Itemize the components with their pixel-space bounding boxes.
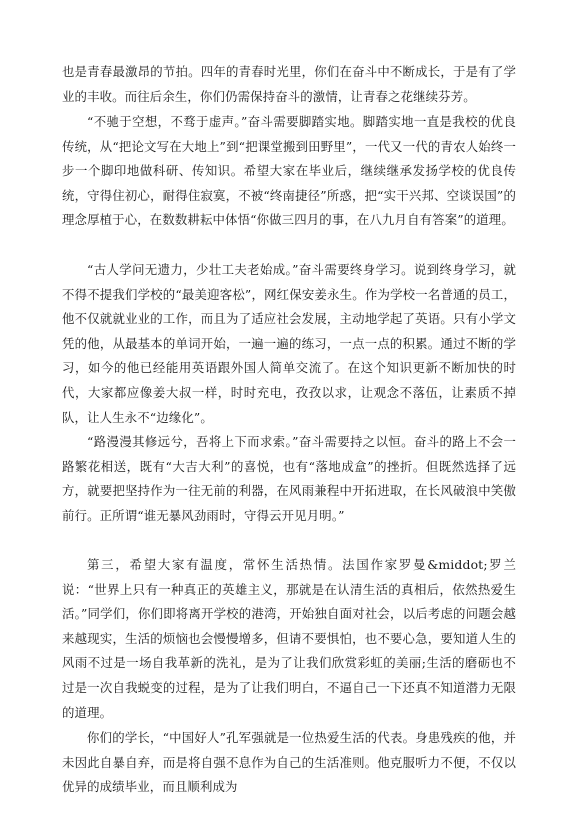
- paragraph-4: “路漫漫其修远兮，吾将上下而求索。”奋斗需要持之以恒。奋斗的路上不会一路繁花相送，既有“大吉大利”的喜悦，也有“落地成盒”的挫折。但既然选择了远方，就要把坚持作为一往无前的利器，在风雨兼程中开拓进取，在长风破浪中笑傲前行。正所谓“谁无暴风劲雨时，守得云开见月明。”: [62, 434, 516, 523]
- paragraph-3: “古人学问无遗力，少壮工夫老始成。”奋斗需要终身学习。说到终身学习，就不得不提我们学校的“最美迎客松”，网红保安姜永生。作为学校一名普通的员工，他不仅就就业业的工作，而且为了适应社会发展，主动地学起了英语。只有小学文凭的他，从最基本的单词开始，一遍一遍的练习，一点一点的积累。通过不断的学习，如今的他已经能用英语跟外国人简单交流了。在这个知识更新不断加快的时代，大家都应像姜大叔一样，时时充电，孜孜以求，让观念不落伍，让素质不掉队，让人生永不“边缘化”。: [62, 262, 516, 425]
- paragraph-2: “不驰于空想，不骛于虚声。”奋斗需要脚踏实地。脚踏实地一直是我校的优良传统，从“把论文写在大地上”到“把课堂搬到田野里”，一代又一代的青农人始终一步一个脚印地做科研、传知识。希望大家在毕业后，继续继承发扬学校的优良传统，守得住初心，耐得住寂寞，不被“终南捷径”所惑，把“实干兴邦、空谈误国”的理念厚植于心，在数数耕耘中体悟“你做三四月的事，在八九月自有答案”的道理。: [62, 114, 516, 228]
- paragraph-6: 你们的学长，“中国好人”孔军强就是一位热爱生活的代表。身患残疾的他，并未因此自暴自弃，而是将自强不息作为自己的生活准则。他克服听力不便，不仅以优异的成绩毕业，而且顺利成为: [62, 730, 516, 795]
- paragraph-1: 也是青春最激昂的节拍。四年的青春时光里，你们在奋斗中不断成长，于是有了学业的丰收。而往后余生，你们仍需保持奋斗的激情，让青春之花继续芬芳。: [62, 64, 516, 104]
- paragraph-5: 第三，希望大家有温度，常怀生活热情。法国作家罗曼&middot;罗兰说：“世界上只有一种真正的英雄主义，那就是在认清生活的真相后，依然热爱生活。”同学们，你们即将离开学校的港湾，开始独自面对社会，以后考虑的问题会越来越现实，生活的烦恼也会慢慢增多，但请不要惧怕，也不要心急，要知道人生的风雨不过是一场自我革新的洗礼，是为了让我们欣赏彩虹的美丽;生活的磨砺也不过是一次自我蜕变的过程，是为了让我们明白，不逼自己一下还真不知道潜力无限的道理。: [62, 557, 516, 720]
